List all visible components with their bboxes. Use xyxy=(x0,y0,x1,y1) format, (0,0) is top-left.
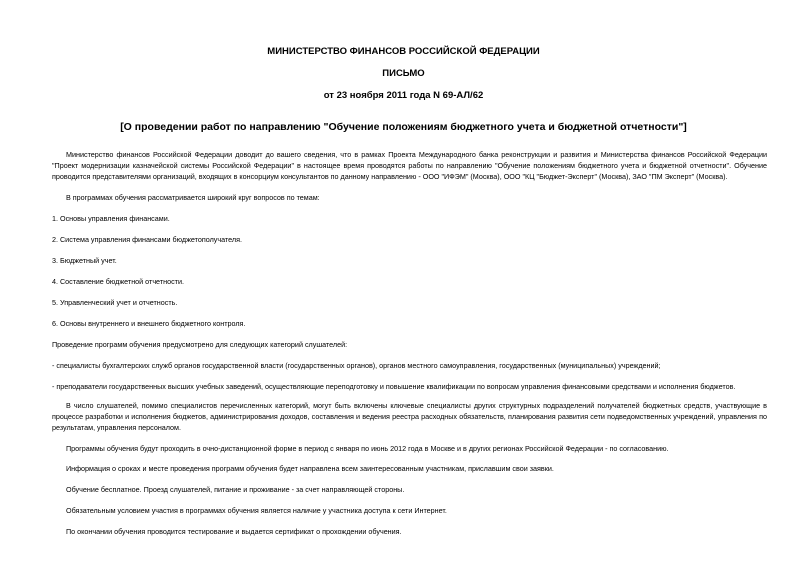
topic-item-3: 3. Бюджетный учет. xyxy=(52,256,117,265)
additional-paragraph: В число слушателей, помимо специалистов перечисленных категорий, могут быть включены ключевые специалисты других структурных подразделений получателей бюджетных средств, участвующие в процессе разработки и исполнения бюджетов, администрирования доходов, составления и ведения реестра расходных обязательств, планирования развития сети подведомственных учреждений, управления по результатам, управления персоналом. xyxy=(52,401,767,433)
topic-item-6: 6. Основы внутреннего и внешнего бюджетного контроля. xyxy=(52,319,246,328)
ministry-heading: МИНИСТЕРСТВО ФИНАНСОВ РОССИЙСКОЙ ФЕДЕРАЦИИ xyxy=(267,46,540,57)
topic-item-4: 4. Составление бюджетной отчетности. xyxy=(52,277,184,286)
category-item-1: - специалисты бухгалтерских служб органов государственной власти (государственных органов), органов местного самоуправления, государственных (муниципальных) учреждений; xyxy=(52,361,661,370)
topic-item-1: 1. Основы управления финансами. xyxy=(52,214,170,223)
topic-item-2: 2. Система управления финансами бюджетополучателя. xyxy=(52,235,243,244)
info-paragraph: Информация о сроках и месте проведения программ обучения будет направлена всем заинтересованным участникам, приславшим свои заявки. xyxy=(66,464,554,473)
document-type: ПИСЬМО xyxy=(382,68,425,79)
document-date-number: от 23 ноября 2011 года N 69-АЛ/62 xyxy=(323,90,484,101)
topic-item-5: 5. Управленческий учет и отчетность. xyxy=(52,298,178,307)
categories-intro: Проведение программ обучения предусмотрено для следующих категорий слушателей: xyxy=(52,340,348,349)
free-paragraph: Обучение бесплатное. Проезд слушателей, питание и проживание - за счет направляющей стороны. xyxy=(66,485,405,494)
intro-paragraph: Министерство финансов Российской Федерации доводит до вашего сведения, что в рамках Проекта Международного банка реконструкции и развития и Министерства финансов Российской Федерации "Проект модернизации казначейской системы Российской Федерации" в настоящее время проводятся работы по направлению "Обучение положениям бюджетного учета и бюджетной отчетности". Обучение проводится представителями организаций, входящих в консорциум консультантов по данному направлению - ООО "ИФЭМ" (Москва), ООО "КЦ "Бюджет-Эксперт" (Москва), ЗАО "ПМ Эксперт" (Москва). xyxy=(52,150,767,182)
category-item-2: - преподаватели государственных высших учебных заведений, осуществляющие переподготовку и повышение квалификации по вопросам управления финансовыми средствами и исполнения бюджетов. xyxy=(52,382,736,391)
schedule-paragraph: Программы обучения будут проходить в очно-дистанционной форме в период с января по июнь 2012 года в Москве и в других регионах Российской Федерации - по согласованию. xyxy=(66,444,669,453)
condition-paragraph: Обязательным условием участия в программах обучения является наличие у участника доступа к сети Интернет. xyxy=(66,506,447,515)
topics-intro: В программах обучения рассматривается широкий круг вопросов по темам: xyxy=(66,193,320,202)
document-subject: [О проведении работ по направлению "Обучение положениям бюджетного учета и бюджетной отчетности"] xyxy=(120,121,687,133)
final-paragraph: По окончании обучения проводится тестирование и выдается сертификат о прохождении обучения. xyxy=(66,527,402,536)
